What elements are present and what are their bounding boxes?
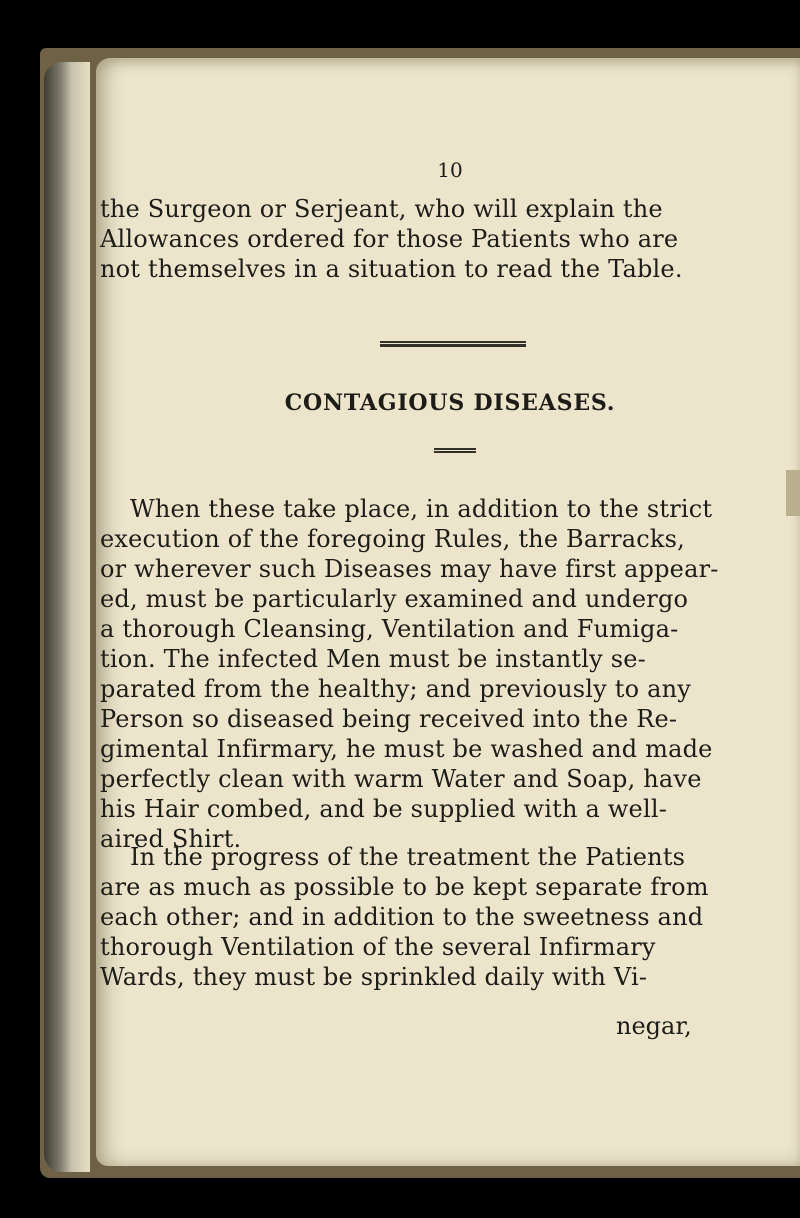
text-line: the Surgeon or Serjeant, who will explain the [100, 195, 663, 223]
text-line: perfectly clean with warm Water and Soap, have [100, 765, 702, 793]
page-edge-flap [786, 470, 800, 516]
text-line: gimental Infirmary, he must be washed and made [100, 735, 713, 763]
text-line: a thorough Cleansing, Ventilation and Fumiga- [100, 615, 679, 643]
text-line: When these take place, in addition to the strict [130, 495, 713, 523]
text-line: Wards, they must be sprinkled daily with Vi- [100, 963, 648, 991]
section-divider-rule [380, 341, 526, 347]
text-line: execution of the foregoing Rules, the Barracks, [100, 525, 685, 553]
heading-underline-rule [434, 448, 476, 453]
text-line: or wherever such Diseases may have first appear- [100, 555, 719, 583]
text-line: thorough Ventilation of the several Infirmary [100, 933, 656, 961]
intro-paragraph [100, 194, 700, 284]
text-line: aired Shirt. [100, 825, 242, 853]
text-line: parated from the healthy; and previously to any [100, 675, 692, 703]
section-heading: CONTAGIOUS DISEASES. [284, 390, 616, 416]
book-spine [44, 62, 90, 1172]
paragraph-treatment-progress [100, 842, 709, 992]
paragraph-contagious-diseases [100, 494, 719, 854]
page-number: 10 [437, 158, 463, 182]
text-line: each other; and in addition to the sweetness and [100, 903, 704, 931]
text-line: are as much as possible to be kept separate from [100, 873, 709, 901]
catchword: negar, [616, 1012, 692, 1040]
text-line: Person so diseased being received into the Re- [100, 705, 678, 733]
text-line: his Hair combed, and be supplied with a well- [100, 795, 668, 823]
text-line: ed, must be particularly examined and undergo [100, 585, 689, 613]
text-line: In the progress of the treatment the Patients [130, 843, 686, 871]
text-line: Allowances ordered for those Patients who are [100, 225, 679, 253]
text-line: tion. The infected Men must be instantly se- [100, 645, 646, 673]
text-line: not themselves in a situation to read the Table. [100, 255, 683, 283]
